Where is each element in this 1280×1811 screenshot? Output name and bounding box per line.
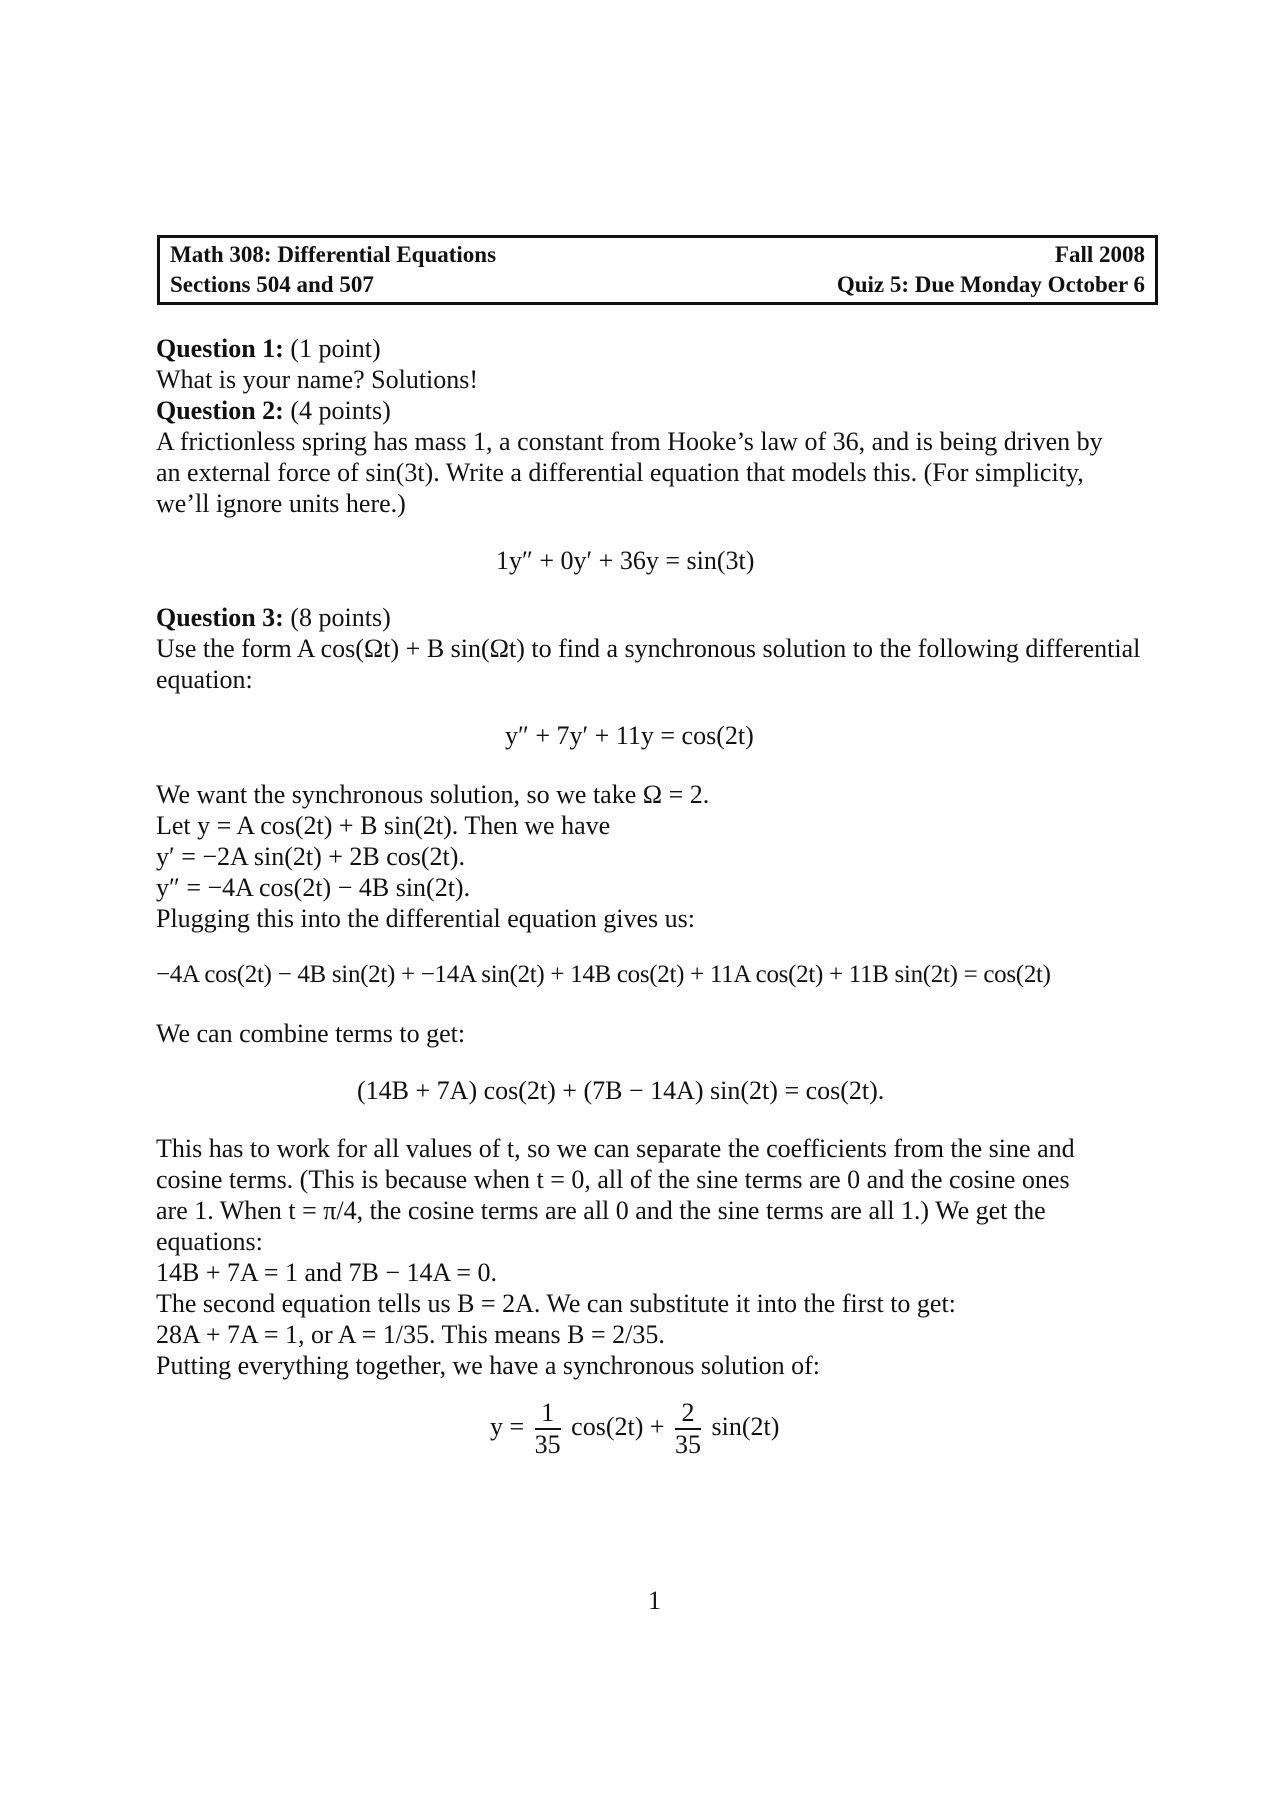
question-2-heading	[156, 396, 391, 426]
fraction-2-numerator: 2	[675, 1398, 701, 1430]
question-3-text: Use the form A cos(Ωt) + B sin(Ωt) to find a synchronous solution to the following differential	[156, 634, 1141, 663]
question-2-text: an external force of sin(3t). Write a differential equation that models this. (For simplicity,	[156, 458, 1084, 487]
fraction-1-numerator: 1	[535, 1398, 561, 1430]
question-1-label: Question 1:	[156, 334, 284, 363]
expanded-equation: −4A cos(2t) − 4B sin(2t) + −14A sin(2t) + 14B cos(2t) + 11A cos(2t) + 11B sin(2t) = cos(2t)	[156, 961, 1051, 988]
question-2-label: Question 2:	[156, 396, 284, 425]
solution-paragraph: equations:	[156, 1227, 263, 1256]
solution-paragraph: The second equation tells us B = 2A. We can substitute it into the first to get:	[156, 1289, 956, 1318]
question-3-text: equation:	[156, 665, 253, 694]
solution-paragraph: 28A + 7A = 1, or A = 1/35. This means B = 2/35.	[156, 1320, 665, 1349]
question-3-label: Question 3:	[156, 603, 284, 632]
question-3-equation: y″ + 7y′ + 11y = cos(2t)	[505, 721, 754, 750]
question-1-prompt: What is your name? Solutions!	[156, 365, 479, 394]
final-lhs: y =	[490, 1411, 525, 1441]
term: Fall 2008	[1054, 242, 1145, 267]
solution-paragraph: This has to work for all values of t, so we can separate the coefficients from the sine and	[156, 1134, 1075, 1163]
question-1-heading	[156, 334, 381, 364]
sections: Sections 504 and 507	[170, 272, 374, 297]
page-number: 1	[648, 1586, 661, 1615]
solution-line: Let y = A cos(2t) + B sin(2t). Then we have	[156, 811, 611, 840]
quiz-title: Quiz 5: Due Monday October 6	[836, 272, 1145, 297]
fraction-2	[675, 1398, 701, 1460]
final-solution	[490, 1398, 779, 1460]
solution-line: Plugging this into the differential equation gives us:	[156, 904, 695, 933]
solution-line: y″ = −4A cos(2t) − 4B sin(2t).	[156, 873, 471, 902]
solution-paragraph: cosine terms. (This is because when t = 0, all of the sine terms are 0 and the cosine ones	[156, 1165, 1070, 1194]
fraction-2-denominator: 35	[675, 1430, 702, 1459]
question-3-heading	[156, 603, 391, 633]
solution-line: We can combine terms to get:	[156, 1019, 466, 1048]
question-2-text: A frictionless spring has mass 1, a constant from Hooke’s law of 36, and is being driven by	[156, 427, 1103, 456]
question-2-points: (4 points)	[283, 396, 391, 425]
question-1-points: (1 point)	[283, 334, 381, 363]
combined-equation: (14B + 7A) cos(2t) + (7B − 14A) sin(2t) = cos(2t).	[357, 1076, 885, 1105]
final-middle: cos(2t) +	[571, 1411, 665, 1441]
question-3-points: (8 points)	[283, 603, 391, 632]
fraction-1-denominator: 35	[534, 1430, 561, 1459]
solution-line: We want the synchronous solution, so we take Ω = 2.	[156, 780, 710, 809]
header-box	[157, 235, 1158, 305]
final-tail: sin(2t)	[711, 1411, 780, 1441]
course-title: Math 308: Differential Equations	[170, 242, 497, 267]
solution-line: y′ = −2A sin(2t) + 2B cos(2t).	[156, 842, 465, 871]
solution-paragraph: are 1. When t = π/4, the cosine terms are all 0 and the sine terms are all 1.) We get the	[156, 1196, 1046, 1225]
solution-paragraph: 14B + 7A = 1 and 7B − 14A = 0.	[156, 1258, 498, 1287]
question-2-text: we’ll ignore units here.)	[156, 489, 406, 518]
fraction-1	[535, 1398, 561, 1460]
question-2-equation: 1y″ + 0y′ + 36y = sin(3t)	[496, 546, 755, 575]
solution-paragraph: Putting everything together, we have a synchronous solution of:	[156, 1351, 821, 1380]
